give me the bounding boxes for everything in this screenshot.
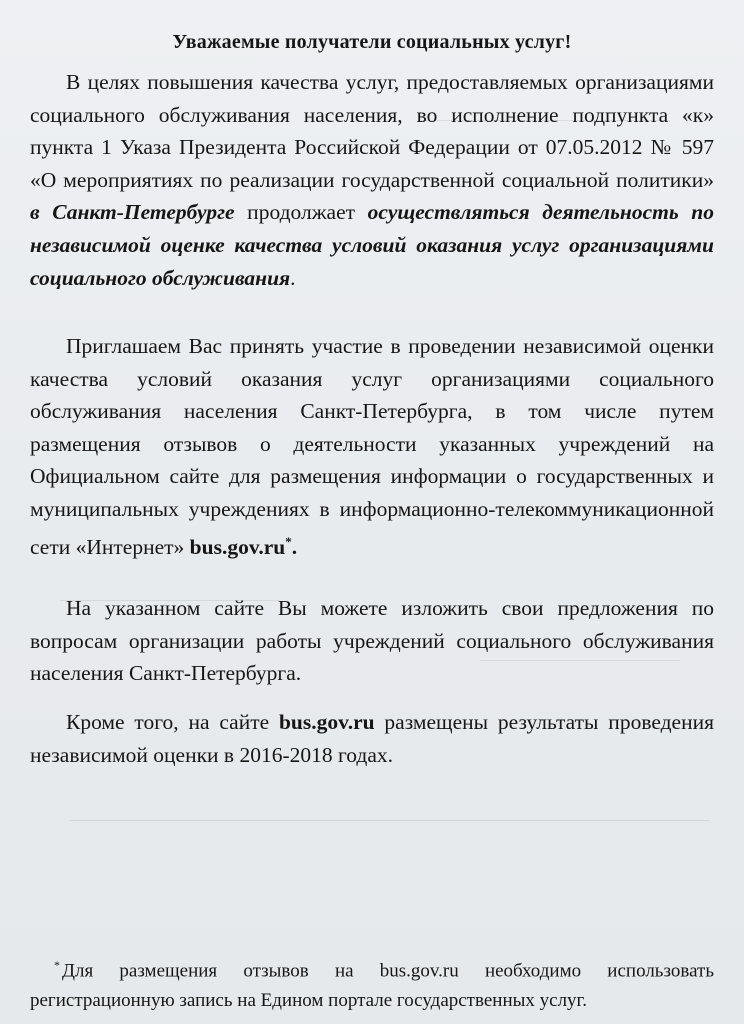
emphasis-activity: осуществляться деятельность по независимой оценке качества условий оказания услуг организациями социального обслуживания — [30, 200, 714, 290]
emphasis-city: в Санкт-Петербурге — [30, 200, 235, 225]
paragraph-results — [30, 706, 714, 771]
paragraph-intro-text: В целях повышения качества услуг, предоставляемых организациями социального обслуживания населения, во исполнение подпункта «к» пункта 1 Указа Президента Российской Федерации от 07.05.2012 № 597 «О мероприятиях по реализации государственной социальной политики» — [30, 70, 714, 192]
paragraph-intro — [30, 66, 714, 294]
show-through-line — [70, 820, 710, 821]
paragraph-invitation — [30, 330, 714, 563]
site-link-bus-gov[interactable]: bus.gov.ru — [189, 534, 286, 559]
footnote-marker: * — [285, 533, 292, 549]
paragraph-invitation-end: . — [291, 534, 298, 559]
paragraph-invitation-text: Приглашаем Вас принять участие в проведении независимой оценки качества условий оказания услуг организациями социального обслуживания населения Санкт-Петербурга, в том числе путем размещения отзывов о деятельности указанных учреждений на Официальном сайте для размещения информации о государственных и муниципальных учреждениях в информационно-телекоммуникационной сети «Интернет» — [30, 334, 714, 559]
paragraph-results-text: Кроме того, на сайте — [66, 710, 279, 734]
footnote-mark: * — [54, 958, 60, 972]
paragraph-results-text-2: размещены результаты проведения независимой оценки в 2016-2018 годах. — [30, 710, 714, 767]
footnote-text: Для размещения отзывов на bus.gov.ru необходимо использовать регистрационную запись на Едином портале государственных услуг. — [30, 960, 714, 1012]
paragraph-intro-end: . — [290, 265, 296, 290]
site-link-bus-gov-2[interactable]: bus.gov.ru — [278, 710, 375, 734]
paragraph-suggestions: На указанном сайте Вы можете изложить свои предложения по вопросам организации работы учреждений социального обслуживания населения Санкт-Петербурга. — [30, 596, 714, 686]
footnote — [30, 950, 714, 1016]
paragraph-intro-text-2: продолжает — [234, 200, 368, 225]
page-title: Уважаемые получатели социальных услуг! — [172, 31, 572, 54]
